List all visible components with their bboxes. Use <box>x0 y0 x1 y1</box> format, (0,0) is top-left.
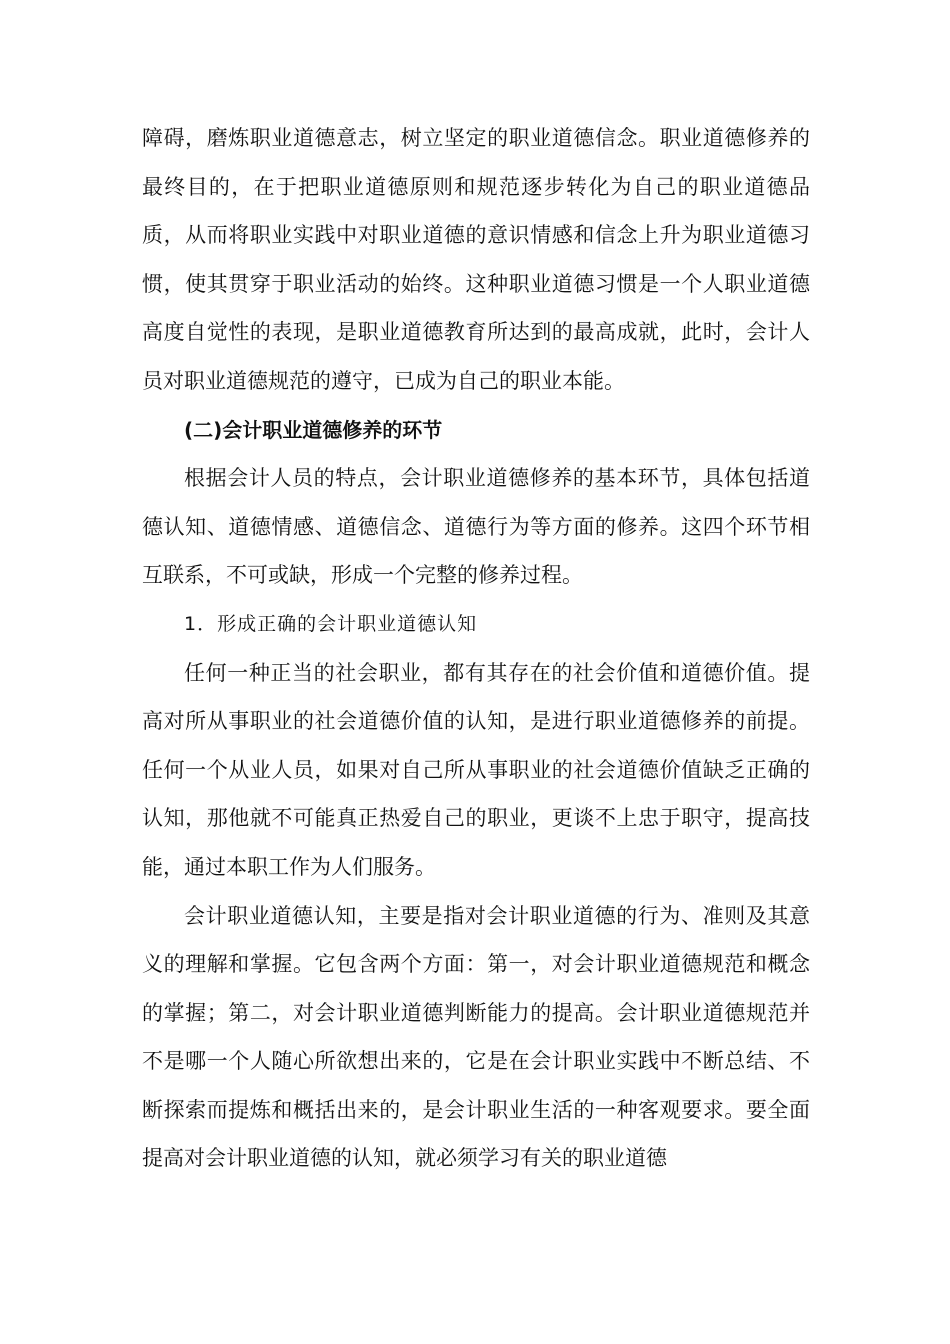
paragraph-ethics-cognition-definition: 会计职业道德认知，主要是指对会计职业道德的行为、准则及其意义的理解和掌握。它包含两个方面：第一，对会计职业道德规范和概念的掌握；第二，对会计职业道德判断能力的提高。会计职业道德规范并不是哪一个人随心所欲想出来的，它是在会计职业实践中不断总结、不断探索而提炼和概括出来的，是会计职业生活的一种客观要求。要全面提高对会计职业道德的认知，就必须学习有关的职业道德 <box>142 903 810 1171</box>
section-heading-accounting-ethics-stages: (二)会计职业道德修养的环节 <box>184 417 443 442</box>
document-body <box>142 114 810 1183</box>
paragraph-continuation: 障碍，磨炼职业道德意志，树立坚定的职业道德信念。职业道德修养的最终目的，在于把职业道德原则和规范逐步转化为自己的职业道德品质，从而将职业实践中对职业道德的意识情感和信念上升为职业道德习惯，使其贯穿于职业活动的始终。这种职业道德习惯是一个人职业道德高度自觉性的表现，是职业道德教育所达到的最高成就，此时，会计人员对职业道德规范的遵守，已成为自己的职业本能。 <box>142 126 810 393</box>
paragraph-social-value: 任何一种正当的社会职业，都有其存在的社会价值和道德价值。提高对所从事职业的社会道德价值的认知，是进行职业道德修养的前提。任何一个从业人员，如果对自己所从事职业的社会道德价值缺乏正确的认知，那他就不可能真正热爱自己的职业，更谈不上忠于职守，提高技能，通过本职工作为人们服务。 <box>142 660 810 879</box>
subsection-heading-ethics-cognition: 1．形成正确的会计职业道德认知 <box>184 612 478 635</box>
paragraph-stages-intro: 根据会计人员的特点，会计职业道德修养的基本环节，具体包括道德认知、道德情感、道德信念、道德行为等方面的修养。这四个环节相互联系，不可或缺，形成一个完整的修养过程。 <box>142 466 810 588</box>
